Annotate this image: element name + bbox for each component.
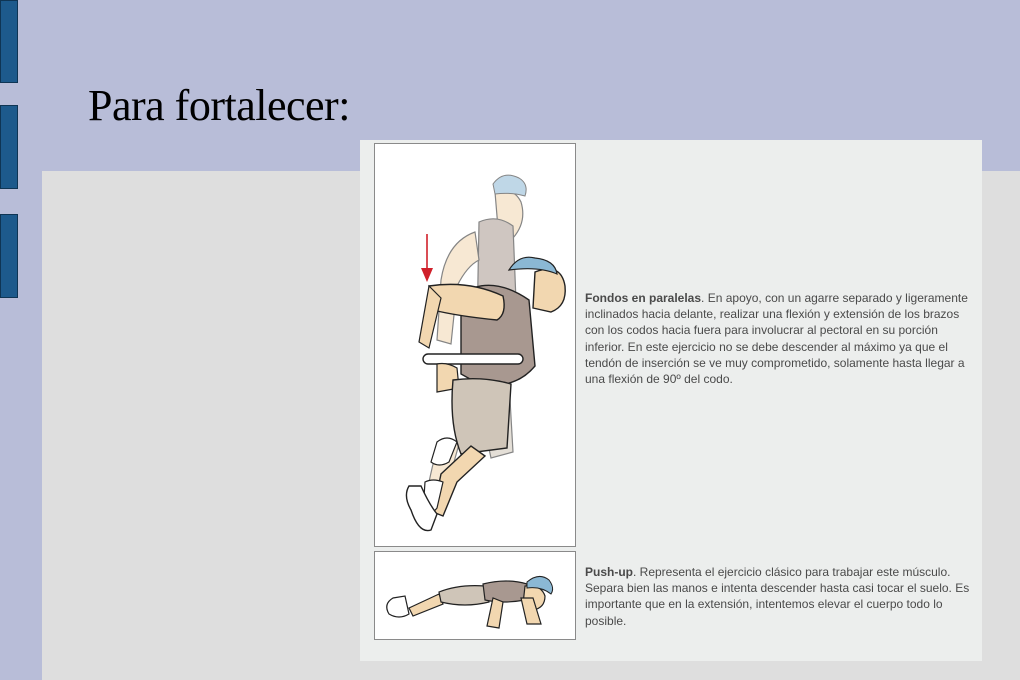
- dips-illustration: [374, 143, 576, 547]
- side-tab-1: [0, 0, 18, 83]
- dips-figure-svg: [375, 144, 575, 546]
- pushup-figure-svg: [375, 552, 575, 639]
- exercise-panel: [360, 140, 982, 661]
- dips-description: [585, 290, 970, 387]
- side-tab-3: [0, 214, 18, 298]
- dips-exercise-name: Fondos en paralelas: [585, 291, 702, 305]
- dips-exercise-text: . En apoyo, con un agarre separado y ligeramente inclinados hacia delante, realizar una flexión y extensión de los brazos con los codos hacia fuera para involucrar al pectoral en su porción inferior. En este ejercicio no se debe descender al máximo ya que el tendón de inserción se ve muy comprometido, solamente hasta llegar a una flexión de 90º del codo.: [585, 291, 968, 387]
- pushup-exercise-name: Push-up: [585, 565, 633, 579]
- pushup-exercise-text: . Representa el ejercicio clásico para trabajar este músculo. Separa bien las manos e intenta descender hasta casi tocar el suelo. Es importante que en la extensión, intentemos elevar el cuerpo todo lo posible.: [585, 565, 970, 628]
- side-tab-2: [0, 105, 18, 189]
- slide-title: Para fortalecer:: [88, 81, 350, 130]
- pushup-illustration: [374, 551, 576, 640]
- pushup-description: [585, 564, 970, 629]
